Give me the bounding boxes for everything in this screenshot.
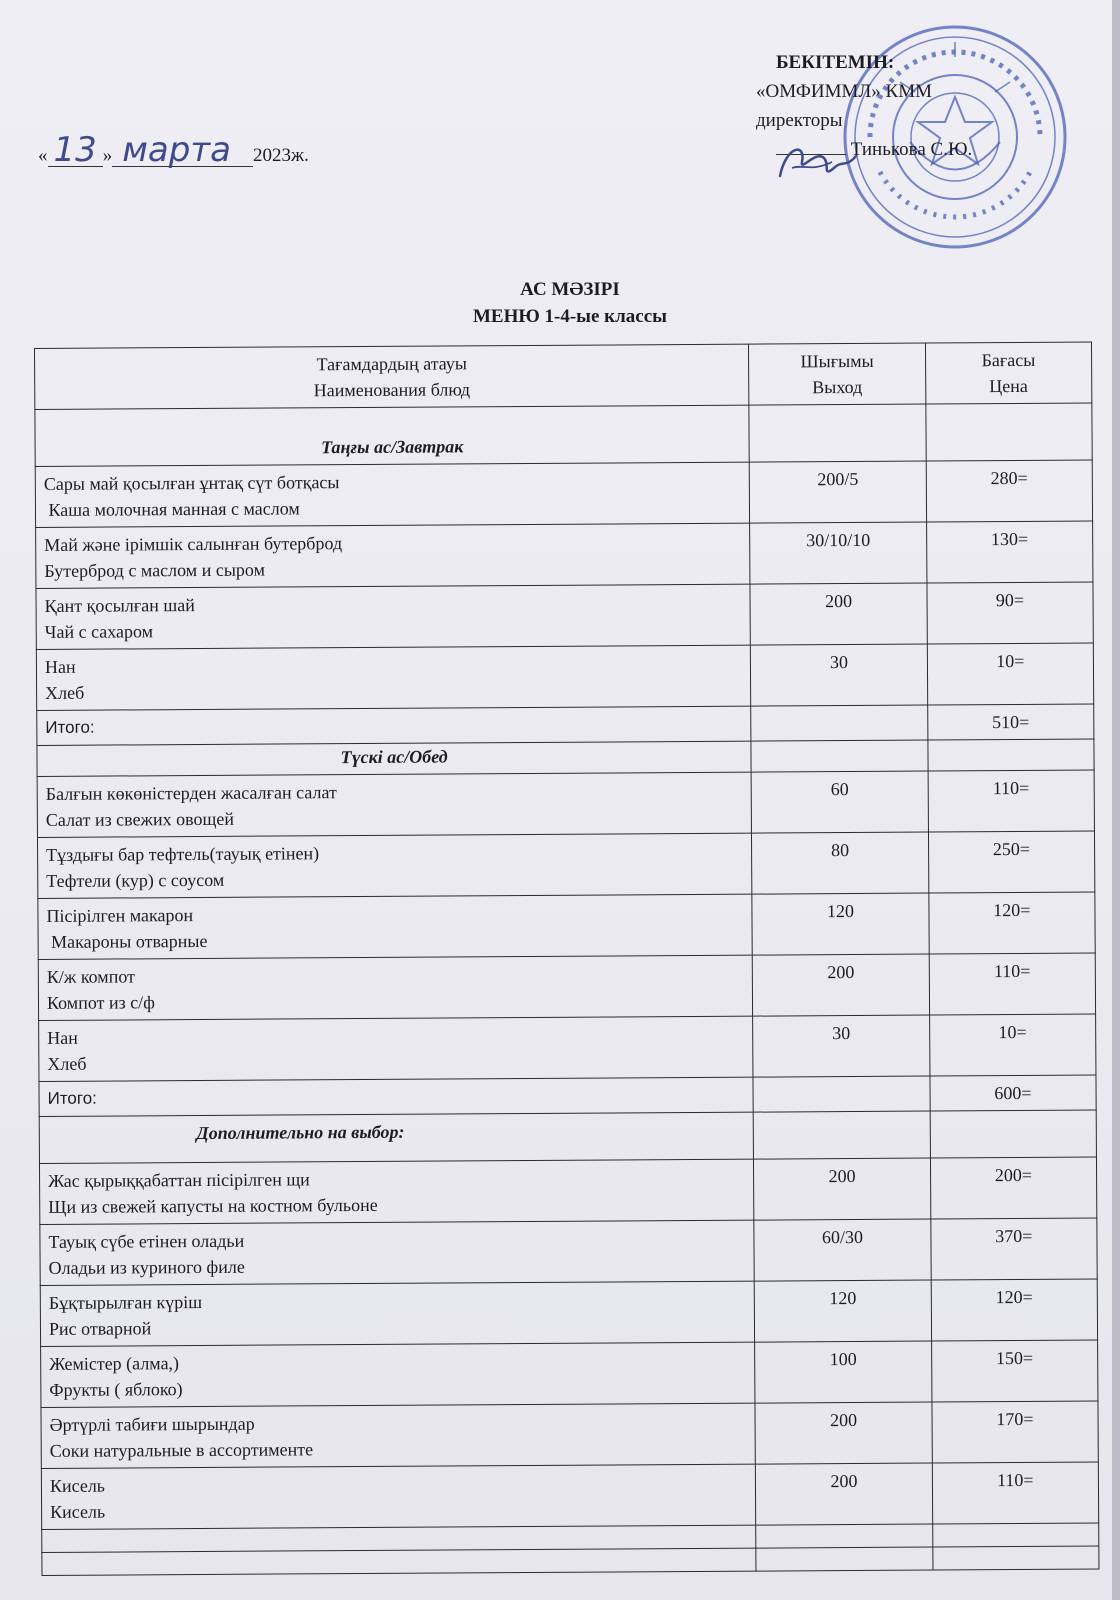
dish-price-cell: 120=: [931, 1279, 1098, 1341]
dish-price-cell: 10=: [927, 643, 1094, 705]
header-price-kz: Бағасы: [981, 349, 1036, 371]
dish-name-cell: [40, 1220, 755, 1285]
menu-item-row: [41, 1401, 1098, 1468]
approval-organization: «ОМФИММЛ» КММ: [756, 81, 932, 102]
header-output: [749, 343, 926, 405]
dish-name-kz: Кисель: [49, 1475, 106, 1496]
section-output-cell: [749, 404, 926, 462]
dish-name-ru: Фрукты ( яблоко): [49, 1379, 183, 1400]
total-label: Итого:: [37, 706, 752, 745]
dish-output-cell: 200: [750, 583, 927, 645]
section-price-cell: [930, 1110, 1097, 1158]
dish-output-cell: 200: [755, 1402, 932, 1464]
dish-price-cell: 280=: [926, 460, 1093, 522]
date-month: [112, 130, 253, 170]
dish-price-cell: 120=: [929, 892, 1096, 954]
date-close-quote: »: [102, 145, 113, 166]
header-dish-name: [35, 344, 750, 409]
section-title: Таңғы ас/Завтрак: [35, 405, 750, 466]
menu-table-body: [35, 403, 1099, 1575]
dish-name-ru: Бутерброд с маслом и сыром: [44, 559, 265, 581]
dish-name-kz: Әртүрлі табиғи шырындар: [49, 1413, 255, 1435]
dish-name-cell: [38, 894, 753, 959]
dish-name-ru: Оладьи из куриного филе: [48, 1256, 245, 1278]
date-day-handwritten: 13: [53, 130, 97, 170]
dish-price-cell: 10=: [929, 1014, 1096, 1076]
header-price: [925, 342, 1092, 404]
header-output-ru: Выход: [812, 376, 863, 398]
dish-price-cell: 90=: [927, 582, 1094, 644]
dish-name-kz: Қант қосылған шай: [44, 595, 195, 616]
dish-name-cell: [35, 462, 750, 527]
dish-output-cell: 80: [752, 832, 929, 894]
dish-output-cell: 60/30: [754, 1219, 931, 1281]
dish-name-cell: [36, 584, 751, 649]
menu-item-row: [37, 831, 1094, 898]
date-month-handwritten: марта: [122, 130, 231, 170]
dish-name-cell: [36, 645, 751, 710]
header-price-ru: Цена: [989, 375, 1028, 397]
empty-cell: [932, 1523, 1098, 1547]
dish-name-ru: Хлеб: [45, 682, 85, 703]
empty-cell: [42, 1548, 756, 1575]
dish-name-kz: Тауық сүбе етінен оладьи: [48, 1230, 245, 1252]
dish-price-cell: 110=: [928, 770, 1095, 832]
dish-name-kz: Жас қырыққабаттан пісірілген щи: [48, 1169, 310, 1191]
section-title: Түскі ас/Обед: [37, 741, 751, 776]
dish-output-cell: 30: [751, 644, 928, 706]
dish-name-cell: [40, 1281, 755, 1346]
date-open-quote: «: [38, 145, 48, 166]
section-title: Дополнительно на выбор:: [39, 1112, 754, 1163]
menu-heading: [380, 276, 760, 330]
dish-name-ru: Салат из свежих овощей: [45, 808, 235, 830]
dish-name-cell: [41, 1464, 756, 1529]
approval-position: директоры: [756, 110, 843, 131]
dish-name-ru: Щи из свежей капусты на костном бульоне: [48, 1194, 378, 1217]
menu-item-row: [36, 643, 1093, 710]
menu-item-row: [35, 460, 1092, 527]
menu-item-row: [41, 1340, 1098, 1407]
menu-item-row: [36, 582, 1093, 649]
dish-name-kz: Пісірілген макарон: [46, 905, 194, 926]
menu-item-row: [40, 1279, 1097, 1346]
menu-item-row: [36, 521, 1093, 588]
dish-name-kz: Сары май қосылған ұнтақ сүт ботқасы: [43, 472, 340, 494]
section-output-cell: [753, 1111, 930, 1159]
total-price-cell: 600=: [930, 1075, 1097, 1111]
dish-name-cell: [36, 523, 751, 588]
header-output-kz: Шығымы: [800, 350, 874, 372]
dish-price-cell: 250=: [928, 831, 1095, 893]
dish-name-ru: Макароны отварные: [46, 930, 208, 952]
dish-output-cell: 30: [753, 1015, 930, 1077]
dish-name-cell: [41, 1342, 756, 1407]
total-output-cell: [751, 705, 928, 741]
menu-item-row: [40, 1218, 1097, 1285]
dish-output-cell: 100: [755, 1341, 932, 1403]
dish-name-cell: [39, 1016, 754, 1081]
section-row: [35, 403, 1092, 466]
dish-name-kz: Тұздығы бар тефтель(тауық етінен): [46, 843, 320, 865]
dish-name-ru: Каша молочная манная с маслом: [43, 498, 300, 520]
dish-name-cell: [37, 772, 752, 837]
total-label: Итого:: [39, 1077, 754, 1116]
dish-name-ru: Рис отварной: [48, 1318, 152, 1339]
dish-name-kz: Жемістер (алма,): [49, 1353, 180, 1374]
menu-table: [34, 342, 1099, 1576]
table-header-row: [35, 342, 1092, 409]
dish-name-cell: [39, 1159, 754, 1224]
date-year: 2023ж.: [252, 145, 309, 166]
dish-name-ru: Кисель: [50, 1501, 106, 1522]
menu-title-ru: МЕНЮ 1-4-ые классы: [472, 306, 667, 327]
menu-item-row: [39, 1157, 1096, 1224]
dish-price-cell: 370=: [931, 1218, 1098, 1280]
total-output-cell: [753, 1076, 930, 1112]
header-dish-name-ru: Наименования блюд: [313, 379, 471, 401]
menu-item-row: [38, 892, 1095, 959]
menu-item-row: [41, 1462, 1098, 1529]
dish-name-ru: Чай с сахаром: [44, 621, 154, 642]
dish-name-kz: Балғын көкөністерден жасалған салат: [45, 782, 337, 804]
dish-name-kz: Бұқтырылған күріш: [48, 1291, 203, 1313]
dish-price-cell: 110=: [929, 953, 1096, 1015]
section-price-cell: [926, 403, 1093, 461]
dish-name-ru: Тефтели (кур) с соусом: [46, 869, 225, 891]
dish-price-cell: 150=: [931, 1340, 1098, 1402]
dish-name-cell: [38, 955, 753, 1020]
date-day: [48, 130, 103, 170]
dish-name-kz: Нан: [47, 1027, 78, 1048]
handwritten-signature: [772, 138, 862, 188]
menu-title-kz: АС МӘЗІРІ: [520, 279, 620, 300]
dish-name-ru: Хлеб: [47, 1053, 87, 1074]
section-row: [39, 1110, 1096, 1163]
background-strip: [1112, 0, 1120, 1600]
dish-output-cell: 120: [752, 893, 929, 955]
dish-name-kz: К/ж компот: [46, 966, 135, 987]
approval-title: БЕКІТЕМІН:: [776, 52, 895, 73]
dish-name-kz: Май және ірімшік салынған бутерброд: [44, 533, 343, 555]
dish-output-cell: 200: [753, 954, 930, 1016]
dish-price-cell: 110=: [932, 1462, 1099, 1524]
menu-item-row: [37, 770, 1094, 837]
menu-item-row: [38, 953, 1095, 1020]
dish-output-cell: 200: [756, 1463, 933, 1525]
empty-cell: [933, 1546, 1099, 1570]
dish-name-ru: Компот из с/ф: [46, 992, 155, 1013]
dish-output-cell: 120: [755, 1280, 932, 1342]
empty-cell: [756, 1547, 932, 1571]
header-dish-name-kz: Тағамдардың атауы: [316, 353, 468, 375]
empty-cell: [756, 1524, 932, 1548]
section-price-cell: [928, 739, 1095, 771]
dish-output-cell: 30/10/10: [750, 522, 927, 584]
menu-item-row: [39, 1014, 1096, 1081]
dish-name-cell: [41, 1403, 756, 1468]
dish-output-cell: 200: [754, 1158, 931, 1220]
document-date: [38, 130, 309, 170]
section-output-cell: [751, 740, 928, 772]
dish-price-cell: 130=: [926, 521, 1093, 583]
total-price-cell: 510=: [927, 704, 1094, 740]
dish-output-cell: 60: [751, 771, 928, 833]
dish-price-cell: 170=: [932, 1401, 1099, 1463]
dish-price-cell: 200=: [930, 1157, 1097, 1219]
dish-output-cell: 200/5: [750, 461, 927, 523]
dish-name-kz: Нан: [44, 656, 76, 677]
dish-name-cell: [37, 833, 752, 898]
dish-name-ru: Соки натуральные в ассортименте: [49, 1439, 314, 1461]
director-name-text: Тинькова С.Ю.: [850, 139, 973, 160]
